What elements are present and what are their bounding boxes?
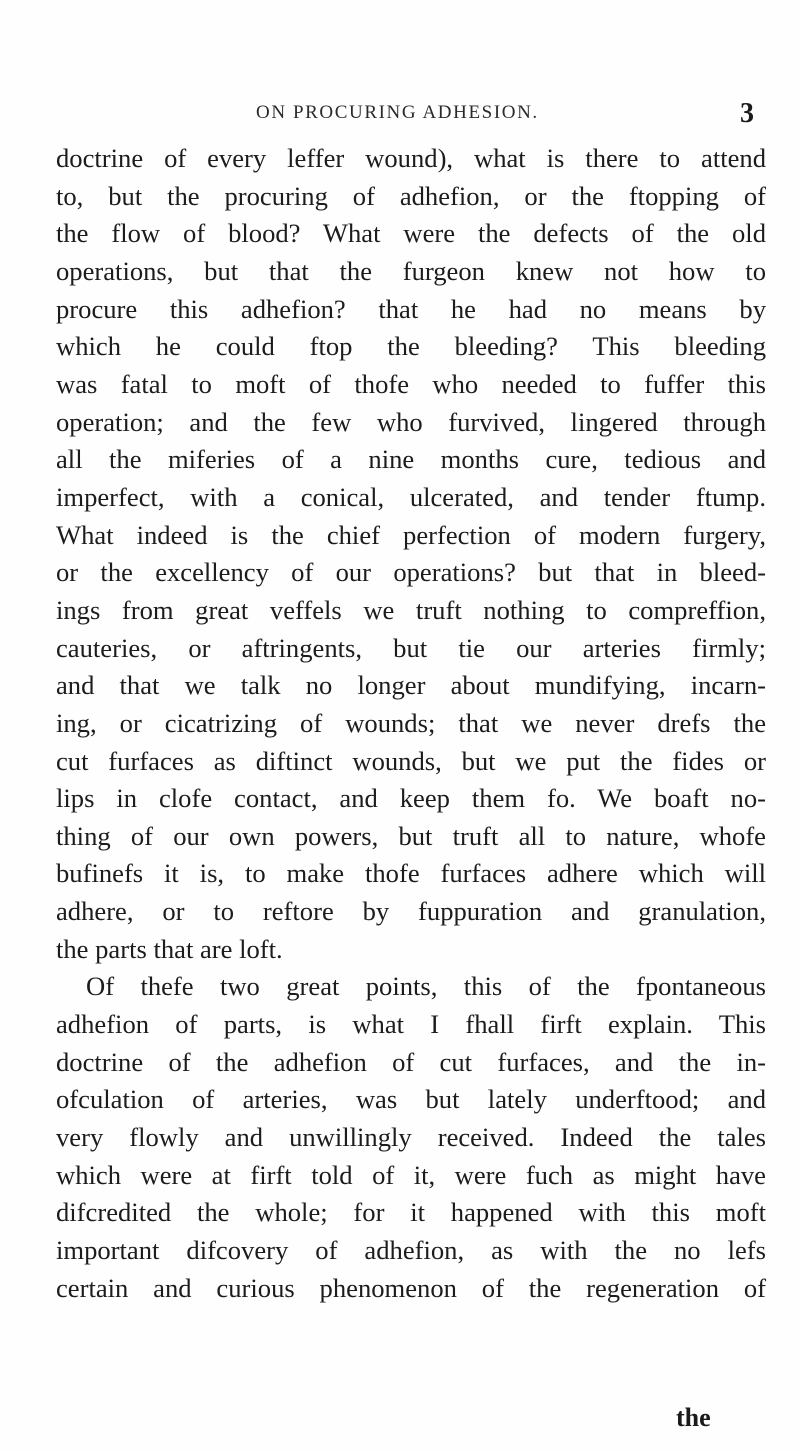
catchword: the <box>676 1403 711 1432</box>
text-line: and that we talk no longer about mundifying, incarn- <box>56 670 766 701</box>
text-line: lips in clofe contact, and keep them fo. We boaft no- <box>56 783 766 814</box>
body-text <box>56 140 766 1307</box>
text-line: operation; and the few who furvived, lingered through <box>56 406 766 437</box>
text-line: ings from great veffels we truft nothing to compreffion, <box>56 594 766 625</box>
text-line: doctrine of the adhefion of cut furfaces, and the in- <box>56 1046 766 1077</box>
text-line: adhefion of parts, is what I fhall firft explain. This <box>56 1009 766 1040</box>
text-line: important difcovery of adhefion, as with the no lefs <box>56 1235 766 1266</box>
text-line: imperfect, with a conical, ulcerated, and tender ftump. <box>56 481 766 512</box>
page-number: 3 <box>740 98 754 129</box>
text-line: cut furfaces as diftinct wounds, but we put the fides or <box>56 745 766 776</box>
text-line: the flow of blood? What were the defects of the old <box>56 218 766 249</box>
text-line: doctrine of every leffer wound), what is there to attend <box>56 143 766 173</box>
text-line: What indeed is the chief perfection of modern furgery, <box>56 519 766 550</box>
text-line: or the excellency of our operations? but that in bleed- <box>56 557 766 588</box>
text-line: ofculation of arteries, was but lately underftood; and <box>56 1084 766 1115</box>
paragraph-end-line: the parts that are loft. <box>56 933 283 964</box>
text-line: certain and curious phenomenon of the regeneration of <box>56 1272 766 1303</box>
running-title: ON PROCURING ADHESION. <box>256 102 539 123</box>
text-line: which he could ftop the bleeding? This bleeding <box>56 331 766 362</box>
text-line: which were at firft told of it, were fuch as might have <box>56 1159 766 1190</box>
text-line: very flowly and unwillingly received. Indeed the tales <box>56 1122 766 1153</box>
text-line: adhere, or to reftore by fuppuration and granulation, <box>56 896 766 927</box>
text-line: operations, but that the furgeon knew not how to <box>56 255 766 286</box>
text-line: to, but the procuring of adhefion, or the ftopping of <box>56 180 766 211</box>
text-line: difcredited the whole; for it happened with this moft <box>56 1197 766 1228</box>
text-line: all the miferies of a nine months cure, tedious and <box>56 444 766 475</box>
running-head <box>60 100 760 140</box>
text-line: ing, or cicatrizing of wounds; that we never drefs the <box>56 707 766 738</box>
text-line: thing of our own powers, but truft all to nature, whofe <box>56 820 766 851</box>
text-line: cauteries, or aftringents, but tie our arteries firmly; <box>56 632 766 663</box>
paragraph-start-line: Of thefe two great points, this of the fpontaneous <box>86 971 766 1002</box>
text-line: was fatal to moft of thofe who needed to fuffer this <box>56 368 766 399</box>
text-line: procure this adhefion? that he had no means by <box>56 293 766 324</box>
text-line: bufinefs it is, to make thofe furfaces adhere which will <box>56 858 766 889</box>
